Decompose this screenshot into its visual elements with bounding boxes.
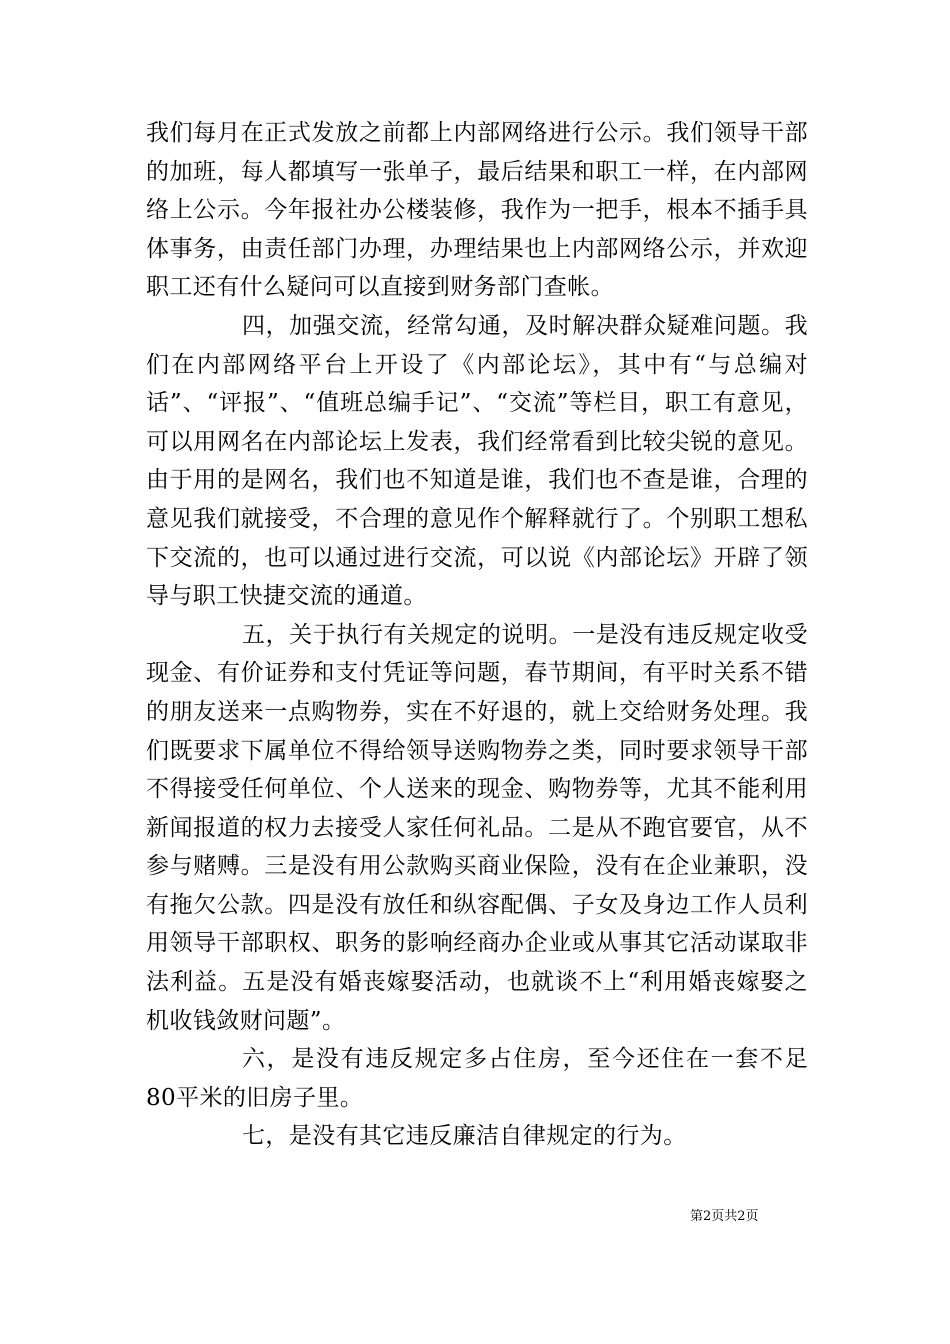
paragraph-six: 六，是没有违反规定多占住房，至今还住在一套不足80平米的旧房子里。 <box>146 1046 808 1111</box>
page-number-footer: 第2页共2页 <box>690 1209 759 1224</box>
paragraph-five: 五，关于执行有关规定的说明。一是没有违反规定收受现金、有价证券和支付凭证等问题，春节期间，有平时关系不错的朋友送来一点购物券，实在不好退的，就上交给财务处理。我们既要求下属单位不得给领导送购物券之类，同时要求领导干部不得接受任何单位、个人送来的现金、购物券等，尤其不能利用新闻报道的权力去接受人家任何礼品。二是从不跑官要官，从不参与赌赙。三是没有用公款购买商业保险，没有在企业兼职，没有拖欠公款。四是没有放任和纵容配偶、子女及身边工作人员利用领导干部职权、职务的影响经商办企业或从事其它活动谋取非法利益。五是没有婚丧嫁娶活动，也就谈不上“利用婚丧嫁娶之机收钱敛财问题”。 <box>146 621 808 1034</box>
paragraph-continuation: 我们每月在正式发放之前都上内部网络进行公示。我们领导干部的加班，每人都填写一张单子，最后结果和职工一样，在内部网络上公示。今年报社办公楼装修，我作为一把手，根本不插手具体事务，由责任部门办理，办理结果也上内部网络公示，并欢迎职工还有什么疑问可以直接到财务部门查帐。 <box>146 120 808 301</box>
document-body <box>146 114 808 1156</box>
paragraph-four: 四，加强交流，经常勾通，及时解决群众疑难问题。我们在内部网络平台上开设了《内部论坛》，其中有“与总编对话”、“评报”、“值班总编手记”、“交流”等栏目，职工有意见，可以用网名在内部论坛上发表，我们经常看到比较尖锐的意见。由于用的是网名，我们也不知道是谁，我们也不查是谁，合理的意见我们就接受，不合理的意见作个解释就行了。个别职工想私下交流的，也可以通过进行交流，可以说《内部论坛》开辟了领导与职工快捷交流的通道。 <box>146 312 808 610</box>
paragraph-seven: 七，是没有其它违反廉洁自律规定的行为。 <box>242 1123 687 1150</box>
